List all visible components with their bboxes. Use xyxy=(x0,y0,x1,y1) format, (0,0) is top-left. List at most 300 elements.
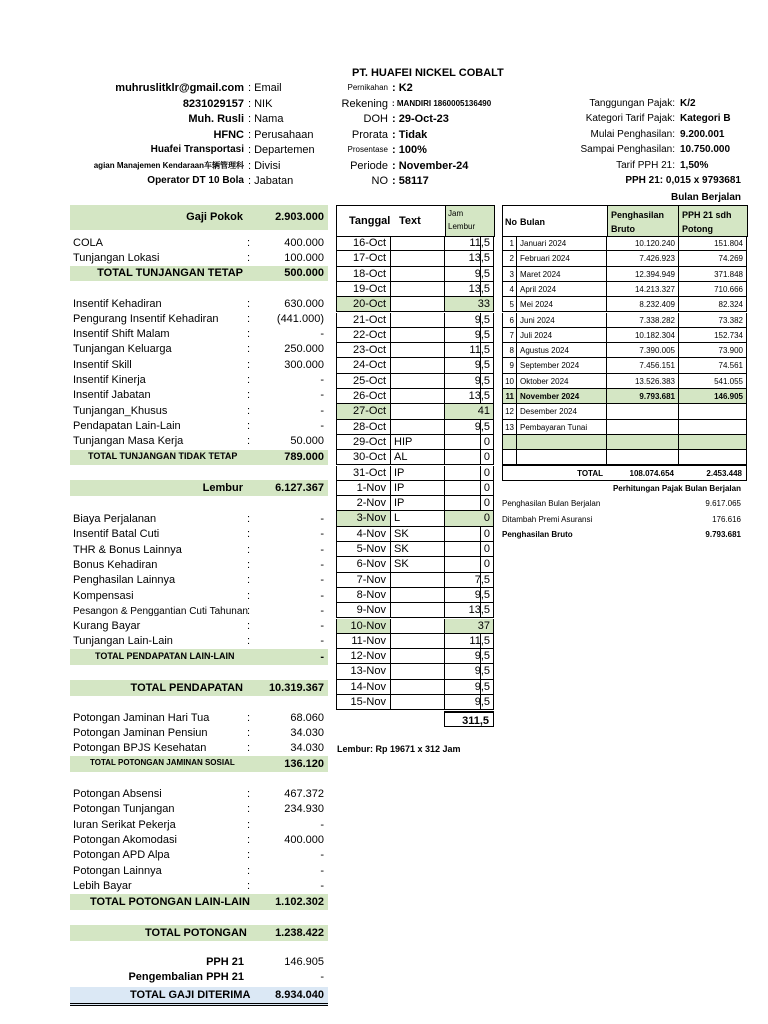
info-value: : November-24 xyxy=(392,159,469,172)
colon: : xyxy=(247,574,251,587)
attendance-jam: 9,5 xyxy=(444,420,494,435)
tax-row xyxy=(502,328,747,343)
attendance-text: SK xyxy=(391,557,481,572)
tax-bruto: 9.793.681 xyxy=(606,389,678,404)
salary-label: Insentif Batal Cuti xyxy=(73,528,160,541)
info-right-value: 9.200.001 xyxy=(680,128,725,140)
tax-row xyxy=(502,389,747,404)
salary-value: - xyxy=(320,558,324,571)
attendance-date: 3-Nov xyxy=(336,511,391,526)
salary-label: Biaya Perjalanan xyxy=(73,513,157,525)
lembur-note: Lembur: Rp 19671 x 312 Jam xyxy=(337,744,461,754)
total-tunjangan-tidak-tetap xyxy=(70,450,328,465)
salary-label: Insentif Jabatan xyxy=(73,389,151,402)
tax-bruto: 14.213.327 xyxy=(606,282,678,297)
attendance-date: 11-Nov xyxy=(336,634,391,649)
salary-label: Potongan Tunjangan xyxy=(73,803,175,816)
salary-value: - xyxy=(320,818,324,831)
salary-row xyxy=(70,236,328,251)
attendance-row xyxy=(336,588,494,603)
tax-bulan: November 2024 xyxy=(516,389,606,404)
attendance-row xyxy=(336,619,494,634)
salary-row xyxy=(70,404,328,419)
attendance-date: 25-Oct xyxy=(336,374,391,389)
attendance-row xyxy=(336,603,494,618)
attendance-jam: 9,5 xyxy=(444,267,494,282)
salary-label: Tunjangan Keluarga xyxy=(73,343,172,356)
info-right-value: 1,50% xyxy=(680,159,709,171)
tax-pph: 151.804 xyxy=(678,236,747,251)
tax-row xyxy=(502,282,747,297)
tax-pph: 371.848 xyxy=(678,267,747,282)
colon: : xyxy=(247,297,251,310)
tax-pph: 710.666 xyxy=(678,282,747,297)
tax-pph: 74.269 xyxy=(678,251,747,266)
salary-value: - xyxy=(320,864,324,877)
info-label: NO xyxy=(371,175,388,187)
attendance-date: 22-Oct xyxy=(336,328,391,343)
salary-row xyxy=(70,726,328,741)
calc-label: Ditambah Premi Asuransi xyxy=(502,514,593,524)
colon: : xyxy=(247,358,251,371)
attendance-date: 10-Nov xyxy=(336,619,391,634)
tax-no: 10 xyxy=(502,374,516,389)
colon: : xyxy=(247,726,251,739)
attendance-date: 1-Nov xyxy=(336,481,391,496)
info-right-value: 10.750.000 xyxy=(680,144,731,155)
tax-bruto xyxy=(606,404,678,419)
tax-row xyxy=(502,404,747,419)
attendance-row xyxy=(336,466,494,481)
salary-label: Tunjangan Lokasi xyxy=(73,251,160,264)
tax-bulan: April 2024 xyxy=(516,282,606,297)
colon: : xyxy=(247,818,251,831)
attendance-date: 16-Oct xyxy=(336,236,391,251)
salary-value: 50.000 xyxy=(290,435,324,448)
salary-value: 250.000 xyxy=(284,343,324,356)
total-label: Lembur xyxy=(202,481,243,494)
employee-value: agian Manajemen Kendaraan车辆管理科 xyxy=(93,160,244,170)
salary-value: - xyxy=(320,404,324,417)
attendance-header xyxy=(336,205,494,237)
salary-value: - xyxy=(320,389,324,402)
tax-row xyxy=(502,297,747,312)
salary-row xyxy=(70,297,328,312)
total-value: 6.127.367 xyxy=(275,481,324,494)
attendance-date: 8-Nov xyxy=(336,588,391,603)
total-label: TOTAL GAJI DITERIMA xyxy=(130,988,251,1001)
colon: : xyxy=(247,343,251,356)
tax-no: 8 xyxy=(502,343,516,358)
salary-value: 300.000 xyxy=(284,358,324,371)
header-jam xyxy=(445,205,495,237)
salary-row xyxy=(70,787,328,802)
tax-no: 13 xyxy=(502,420,516,435)
salary-value: - xyxy=(320,419,324,432)
attendance-jam: 9,5 xyxy=(444,649,494,664)
tax-row xyxy=(502,343,747,358)
attendance-jam: 13,5 xyxy=(444,251,494,266)
colon: : xyxy=(247,558,251,571)
info-value: : 29-Oct-23 xyxy=(392,113,449,125)
salary-value: - xyxy=(320,574,324,587)
tax-bulan xyxy=(516,435,606,450)
attendance-jam: 9,5 xyxy=(444,664,494,679)
attendance-date: 23-Oct xyxy=(336,343,391,358)
colon: : xyxy=(247,833,251,846)
total-value: 10.319.367 xyxy=(268,681,324,694)
tax-bruto: 8.232.409 xyxy=(606,297,678,312)
tax-total-row xyxy=(502,465,747,481)
attendance-jam: 0 xyxy=(444,511,494,526)
colon: : xyxy=(247,620,251,633)
attendance-row xyxy=(336,664,494,679)
attendance-row xyxy=(336,527,494,542)
info-label: Periode xyxy=(350,159,388,172)
total-label: TOTAL TUNJANGAN TETAP xyxy=(97,267,243,279)
salary-row xyxy=(70,327,328,342)
attendance-date: 24-Oct xyxy=(336,358,391,373)
info-right-label: Mulai Penghasilan: xyxy=(590,128,675,140)
attendance-date: 29-Oct xyxy=(336,435,391,450)
salary-row xyxy=(70,619,328,634)
salary-value: 400.000 xyxy=(284,236,324,249)
employee-label: : Email xyxy=(248,82,282,94)
tax-bruto: 7.456.151 xyxy=(606,358,678,373)
colon: : xyxy=(247,803,251,816)
colon: : xyxy=(247,589,251,602)
tax-bruto: 7.426.923 xyxy=(606,251,678,266)
attendance-jam: 9,5 xyxy=(444,680,494,695)
info-right-label: Sampai Penghasilan: xyxy=(580,144,675,155)
calc-value: 9.617.065 xyxy=(705,499,741,508)
salary-value: - xyxy=(320,328,324,341)
salary-value: 100.000 xyxy=(284,251,324,264)
salary-row xyxy=(70,512,328,527)
attendance-row xyxy=(336,450,494,465)
attendance-date: 6-Nov xyxy=(336,557,391,572)
tax-no: 12 xyxy=(502,404,516,419)
tax-pph xyxy=(678,435,747,450)
info-value: : K2 xyxy=(392,82,413,94)
colon: : xyxy=(247,528,251,541)
total-label: TOTAL TUNJANGAN TIDAK TETAP xyxy=(88,451,238,461)
salary-label: Penghasilan Lainnya xyxy=(73,574,176,587)
employee-value: Muh. Rusli xyxy=(188,113,244,125)
tax-header-bruto-cell xyxy=(607,205,679,237)
salary-label: Insentif Kehadiran xyxy=(73,297,162,310)
pengembalian-label: Pengembalian PPH 21 xyxy=(128,971,244,983)
attendance-text: IP xyxy=(391,466,481,481)
colon: : xyxy=(247,435,251,448)
colon: : xyxy=(247,849,251,862)
attendance-jam: 9,5 xyxy=(444,374,494,389)
salary-row xyxy=(70,864,328,879)
attendance-date: 9-Nov xyxy=(336,603,391,618)
tax-pph: 74.561 xyxy=(678,358,747,373)
bulan-berjalan-label: Bulan Berjalan xyxy=(670,192,741,203)
tax-no: 5 xyxy=(502,297,516,312)
salary-row xyxy=(70,342,328,357)
salary-label: Potongan Akomodasi xyxy=(73,833,177,846)
salary-label: Insentif Kinerja xyxy=(73,374,146,386)
gaji-pokok-band xyxy=(70,205,328,230)
info-right-value: K/2 xyxy=(680,97,696,109)
tax-bulan: Juli 2024 xyxy=(516,328,606,343)
attendance-row xyxy=(336,695,494,710)
salary-label: Potongan BPJS Kesehatan xyxy=(73,742,207,755)
salary-row xyxy=(70,251,328,266)
attendance-jam: 11,5 xyxy=(444,634,494,649)
attendance-jam: 0 xyxy=(444,481,494,496)
salary-label: Potongan Jaminan Hari Tua xyxy=(73,711,210,724)
pph21-label: PPH 21 xyxy=(206,956,244,968)
tax-bulan: Februari 2024 xyxy=(516,251,606,266)
colon: : xyxy=(247,251,251,264)
colon: : xyxy=(247,635,251,648)
attendance-text: AL xyxy=(391,450,481,465)
tax-bruto: 7.390.005 xyxy=(606,343,678,358)
attendance-date: 4-Nov xyxy=(336,527,391,542)
salary-label: Potongan Lainnya xyxy=(73,864,162,877)
attendance-row xyxy=(336,267,494,282)
attendance-row xyxy=(336,251,494,266)
salary-value: - xyxy=(320,849,324,862)
employee-value: Operator DT 10 Bola xyxy=(147,175,244,186)
colon: : xyxy=(247,328,251,341)
salary-label: Tunjangan_Khusus xyxy=(73,404,168,417)
employee-value: HFNC xyxy=(213,128,244,141)
colon: : xyxy=(247,879,251,892)
salary-label: Tunjangan Lain-Lain xyxy=(73,635,173,648)
attendance-row xyxy=(336,404,494,419)
attendance-date: 13-Nov xyxy=(336,664,391,679)
salary-label: Potongan APD Alpa xyxy=(73,849,170,862)
attendance-text: L xyxy=(391,511,481,526)
attendance-jam: 0 xyxy=(444,542,494,557)
tax-total-label: TOTAL xyxy=(577,469,603,478)
tax-bulan: Maret 2024 xyxy=(516,267,606,282)
salary-row xyxy=(70,848,328,863)
salary-value: - xyxy=(320,635,324,648)
attendance-row xyxy=(336,557,494,572)
tax-bruto xyxy=(606,420,678,435)
salary-label: Kurang Bayar xyxy=(73,620,141,633)
attendance-date: 12-Nov xyxy=(336,649,391,664)
total-potongan-lain xyxy=(70,894,328,910)
total-jaminan xyxy=(70,756,328,772)
total-label: TOTAL POTONGAN xyxy=(145,926,247,939)
salary-row xyxy=(70,604,328,619)
salary-value: - xyxy=(320,620,324,633)
employee-value: muhruslitklr@gmail.com xyxy=(115,82,244,94)
attendance-row xyxy=(336,496,494,511)
employee-label: : Nama xyxy=(248,113,284,125)
tax-no: 7 xyxy=(502,328,516,343)
tax-row xyxy=(502,374,747,389)
tax-header-no: No xyxy=(505,217,517,227)
tax-bruto: 10.120.240 xyxy=(606,236,678,251)
salary-value: - xyxy=(320,513,324,525)
tax-no: 11 xyxy=(502,389,516,404)
salary-row xyxy=(70,543,328,558)
attendance-jam: 37 xyxy=(444,619,494,634)
header-tanggal: Tanggal xyxy=(349,215,391,227)
attendance-date: 15-Nov xyxy=(336,695,391,710)
employee-label: : NIK xyxy=(248,97,273,110)
salary-row xyxy=(70,589,328,604)
attendance-date: 17-Oct xyxy=(336,251,391,266)
attendance-row xyxy=(336,649,494,664)
salary-value: 68.060 xyxy=(290,711,324,724)
total-value: 2.903.000 xyxy=(275,211,324,223)
attendance-jam: 13,5 xyxy=(444,282,494,297)
attendance-date: 18-Oct xyxy=(336,267,391,282)
attendance-row xyxy=(336,680,494,695)
total-potongan xyxy=(70,925,328,941)
tax-pph: 73.382 xyxy=(678,313,747,328)
total-value: 8.934.040 xyxy=(275,988,324,1001)
attendance-jam: 9,5 xyxy=(444,588,494,603)
colon: : xyxy=(247,419,251,432)
header-text: Text xyxy=(399,215,421,227)
tax-row xyxy=(502,267,747,282)
attendance-row xyxy=(336,389,494,404)
tax-pph: 146.905 xyxy=(678,389,747,404)
tax-bulan: September 2024 xyxy=(516,358,606,373)
salary-row xyxy=(70,634,328,649)
info-right-label: Tarif PPH 21: xyxy=(616,159,675,171)
attendance-date: 27-Oct xyxy=(336,404,391,419)
employee-label: : Jabatan xyxy=(248,175,294,187)
attendance-row xyxy=(336,297,494,312)
tax-row xyxy=(502,420,747,435)
tax-row xyxy=(502,313,747,328)
tax-no: 2 xyxy=(502,251,516,266)
info-right-value: Kategori B xyxy=(680,113,731,124)
tax-no: 3 xyxy=(502,267,516,282)
tax-total-pph: 2.453.448 xyxy=(706,469,742,478)
salary-row xyxy=(70,388,328,403)
company-name: PT. HUAFEI NICKEL COBALT xyxy=(352,67,504,79)
tax-no: 6 xyxy=(502,313,516,328)
salary-label: Lebih Bayar xyxy=(73,879,132,892)
attendance-row xyxy=(336,481,494,496)
calc-label: Penghasilan Bulan Berjalan xyxy=(502,499,601,508)
attendance-date: 7-Nov xyxy=(336,573,391,588)
lembur-band xyxy=(70,480,328,496)
salary-value: 400.000 xyxy=(284,833,324,846)
tax-bruto xyxy=(606,450,678,465)
salary-row xyxy=(70,833,328,848)
tax-no: 9 xyxy=(502,358,516,373)
total-value: 1.238.422 xyxy=(275,926,324,939)
info-value: : MANDIRI 1860005136490 xyxy=(392,99,492,108)
attendance-jam: 0 xyxy=(444,435,494,450)
tax-no xyxy=(502,450,516,465)
tax-pph xyxy=(678,420,747,435)
tax-header-bruto: Penghasilan Bruto xyxy=(611,210,665,234)
calc-value: 9.793.681 xyxy=(705,530,741,539)
attendance-row xyxy=(336,420,494,435)
salary-row xyxy=(70,434,328,449)
calc-value: 176.616 xyxy=(712,514,741,524)
colon: : xyxy=(247,513,251,525)
salary-label: Pengurang Insentif Kehadiran xyxy=(73,312,219,325)
salary-value: 630.000 xyxy=(284,297,324,310)
employee-label: : Divisi xyxy=(248,159,281,172)
attendance-text: IP xyxy=(391,496,481,511)
info-value: : Tidak xyxy=(392,128,428,141)
salary-label: Bonus Kehadiran xyxy=(73,558,158,571)
salary-label: Potongan Jaminan Pensiun xyxy=(73,726,208,739)
employee-value: 8231029157 xyxy=(182,97,244,110)
tax-row xyxy=(502,450,747,465)
salary-label: Pendapatan Lain-Lain xyxy=(73,419,181,432)
salary-label: Tunjangan Masa Kerja xyxy=(73,435,184,448)
salary-row xyxy=(70,312,328,327)
salary-label: Iuran Serikat Pekerja xyxy=(73,818,176,831)
info-right-label: Tanggungan Pajak: xyxy=(589,97,675,109)
info-label: Prorata xyxy=(351,128,388,141)
tax-header-bulan: Bulan xyxy=(520,217,546,227)
total-value: 789.000 xyxy=(284,451,324,463)
attendance-row xyxy=(336,542,494,557)
tax-row xyxy=(502,251,747,266)
info-value: : 100% xyxy=(392,144,427,156)
colon: : xyxy=(247,374,251,386)
info-right-label: Kategori Tarif Pajak: xyxy=(585,113,675,124)
pengembalian-value: - xyxy=(320,971,324,983)
attendance-date: 28-Oct xyxy=(336,420,391,435)
calc-title: Perhitungan Pajak Bulan Berjalan xyxy=(612,484,741,493)
salary-value: (441.000) xyxy=(276,312,324,325)
tax-bulan xyxy=(516,450,606,465)
salary-row xyxy=(70,558,328,573)
attendance-row xyxy=(336,358,494,373)
attendance-jam: 33 xyxy=(444,297,494,312)
tax-row xyxy=(502,358,747,373)
salary-value: - xyxy=(320,543,324,556)
colon: : xyxy=(247,742,251,755)
attendance-row xyxy=(336,313,494,328)
attendance-text: HIP xyxy=(391,435,481,450)
attendance-row xyxy=(336,374,494,389)
attendance-jam: 9,5 xyxy=(444,358,494,373)
colon: : xyxy=(247,404,251,417)
salary-value: 34.030 xyxy=(290,742,324,755)
tax-bruto: 12.394.949 xyxy=(606,267,678,282)
info-label: DOH xyxy=(363,113,388,125)
attendance-date: 21-Oct xyxy=(336,313,391,328)
colon: : xyxy=(247,788,251,800)
info-label: Rekening xyxy=(341,97,388,110)
tax-no: 1 xyxy=(502,236,516,251)
total-gaji-diterima xyxy=(70,987,328,1006)
tax-pph: 541.055 xyxy=(678,374,747,389)
attendance-date: 31-Oct xyxy=(336,466,391,481)
header-jam-label: Jam Lembur xyxy=(448,209,476,231)
tax-bulan: Oktober 2024 xyxy=(516,374,606,389)
total-label: Gaji Pokok xyxy=(186,211,243,223)
total-value: 1.102.302 xyxy=(275,895,324,908)
total-pendapatan xyxy=(70,680,328,696)
salary-row xyxy=(70,373,328,388)
tax-pph: 82.324 xyxy=(678,297,747,312)
tax-header-pph-cell xyxy=(678,205,748,237)
tax-bruto: 10.182.304 xyxy=(606,328,678,343)
attendance-jam: 9,5 xyxy=(444,695,494,710)
